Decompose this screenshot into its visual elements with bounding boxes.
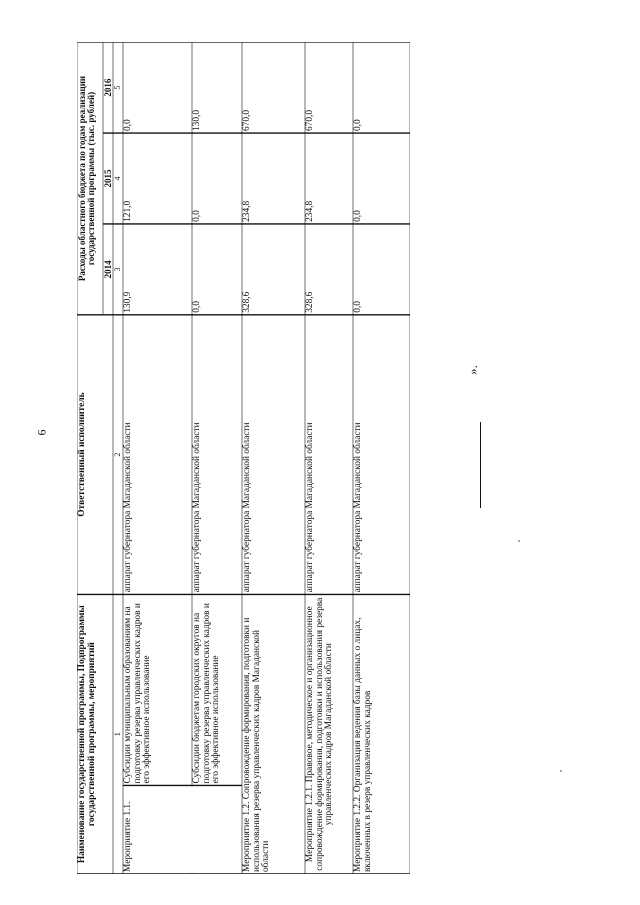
row-value: 0,0 [353,301,363,313]
row-value: 234,8 [242,200,252,222]
scan-speck [518,540,520,542]
row-value: 670,0 [305,109,315,132]
row-value: 0,0 [353,119,363,132]
header-year: 2015 [103,169,113,188]
header-expenses: Расходы областного бюджета по годам реализации государственной программы (тыс. рублей) [77,75,97,282]
row-label: Мероприятие 1.2. Сопровождение формирования, подготовки и использования резерва управленческих кадров Магаданской области [242,617,272,872]
row-value: 0,0 [123,119,133,132]
scan-speck [560,770,562,772]
row-label: Мероприятие 1.1. [123,801,133,872]
column-number: 2 [113,452,122,457]
page-number: 6 [34,429,49,436]
closing-quote: ». [464,365,480,375]
column-number: 1 [113,732,122,737]
row-value: 121,0 [123,200,133,222]
row-executor: аппарат губернатора Магаданской области [192,422,202,593]
row-value: 670,0 [242,109,252,132]
row-value: 130,9 [123,291,133,313]
header-name: Наименование государственной программы, Подпрограммы государственной программы, мероприятий [77,605,97,864]
row-description: Субсидии бюджетам городских округов на подготовку резерва управленческих кадров и его эффективное использование [192,603,222,784]
row-value: 328,6 [305,291,315,313]
row-value: 0,0 [192,210,202,222]
row-value: 0,0 [353,210,363,222]
row-value: 130,0 [192,109,202,132]
row-executor: аппарат губернатора Магаданской области [305,422,315,593]
row-value: 234,8 [305,200,315,222]
row-label: Мероприятие 1.2.2. Организация ведения базы данных о лицах, включенных в резерв управленческих кадров [353,617,373,872]
row-executor: аппарат губернатора Магаданской области [123,422,133,593]
row-label: Мероприятие 1.2.1. Правовое, методическое и организационное сопровождение формирования, подготовки и использования резерва управленческих кадров Магаданской области [305,597,335,871]
row-executor: аппарат губернатора Магаданской области [353,422,363,593]
row-description: Субсидии муниципальным образованиям на подготовку резерва управленческих кадров и его эффективное использование [123,603,153,784]
header-year: 2014 [103,260,113,279]
rotated-table-page [77,42,410,874]
header-executor: Ответственный исполнитель [77,392,87,517]
row-value: 0,0 [192,301,202,313]
column-number: 3 [113,267,122,272]
budget-table [77,42,410,874]
column-number: 4 [113,176,122,181]
row-value: 328,6 [242,291,252,313]
row-executor: аппарат губернатора Магаданской области [242,422,252,593]
header-year: 2016 [103,78,113,97]
closing-line [480,422,481,508]
column-number: 5 [113,85,122,90]
